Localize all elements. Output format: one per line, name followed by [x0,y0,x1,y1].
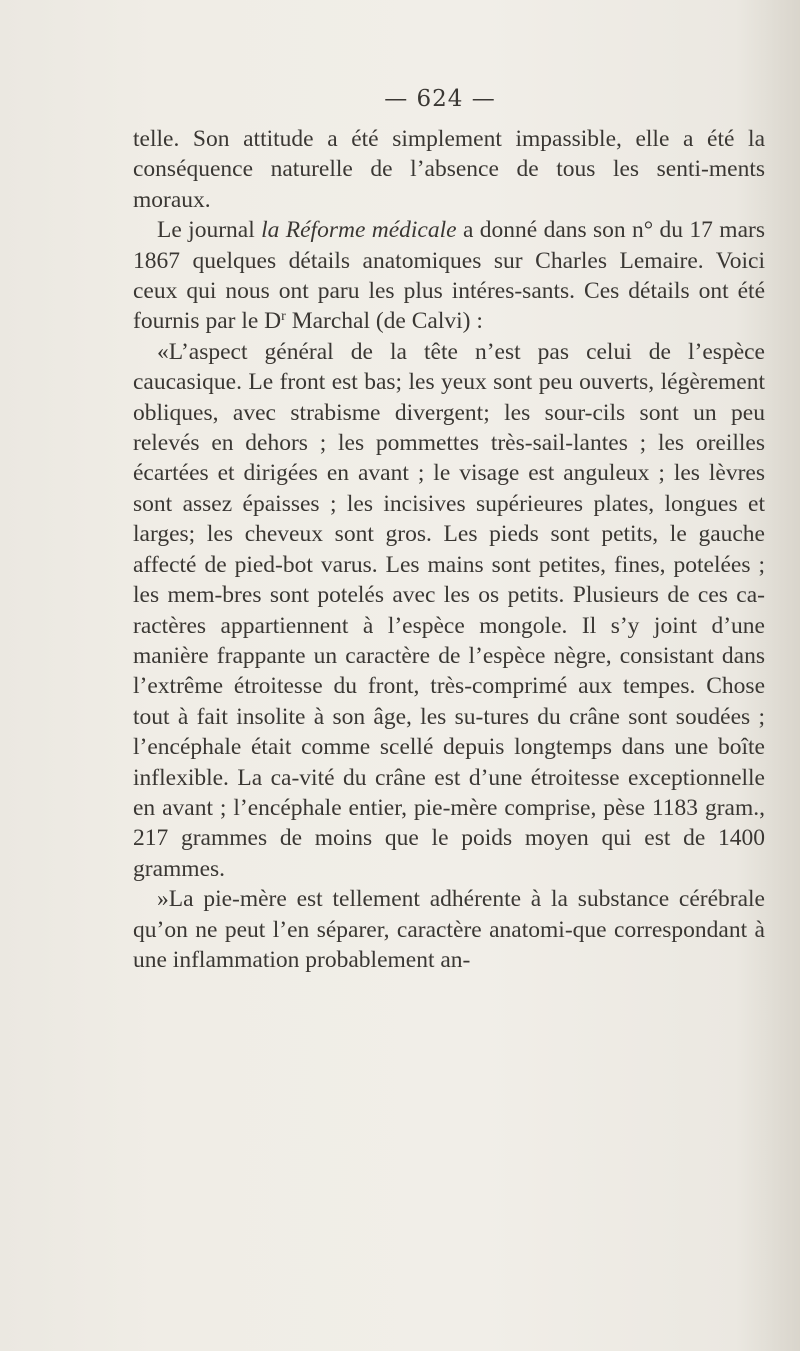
paragraph-2-body: a donné dans son n° du 17 mars 1867 quelques détails anatomiques sur Charles Lemaire. Voici ceux qui nous ont paru les plus intéres-sants. Ces détails ont été fournis par le D [133,217,765,335]
journal-title: la Réforme médicale [261,217,457,244]
paragraph-2-intro: Le journal [157,217,262,244]
paragraph-4-quote: »La pie-mère est tellement adhérente à la substance cérébrale qu’on ne peut l’en séparer, caractère anatomi-que correspondant à une inflammation probablement an- [133,886,765,973]
paragraph-2 [133,215,765,337]
body-text [133,124,765,975]
paragraph-3-quote: «L’aspect général de la tête n’est pas celui de l’espèce caucasique. Le front est bas; les yeux sont peu ouverts, légèrement obliques, avec strabisme divergent; les sour-cils sont un peu relevés en dehors ; les pommettes très-sail-lantes ; les oreilles écartées et dirigées en avant ; le visage est anguleux ; les lèvres sont assez épaisses ; les incisives supérieures plates, longues et larges; les cheveux sont gros. Les pieds sont petits, le gauche affecté de pied-bot varus. Les mains sont petites, fines, potelées ; les mem-bres sont potelés avec les os petits. Plusieurs de ces ca-ractères appartiennent à l’espèce mongole. Il s’y joint d’une manière frappante un caractère de l’espèce nègre, consistant dans l’extrême étroitesse du front, très-comprimé aux tempes. Chose tout à fait insolite à son âge, les su-tures du crâne sont soudées ; l’encéphale était comme scellé depuis longtemps dans une boîte inflexible. La ca-vité du crâne est d’une étroitesse exceptionnelle en avant ; l’encéphale entier, pie-mère comprise, pèse 1183 gram., 217 grammes de moins que le poids moyen qui est de 1400 grammes. [133,338,765,882]
paragraph-2-end: Marchal (de Calvi) : [285,308,483,335]
doctor-title-superscript: r [281,309,286,325]
page-number: — 624 — [384,86,496,112]
paragraph-1: telle. Son attitude a été simplement impassible, elle a été la conséquence naturelle de l’absence de tous les senti-ments moraux. [133,126,765,213]
